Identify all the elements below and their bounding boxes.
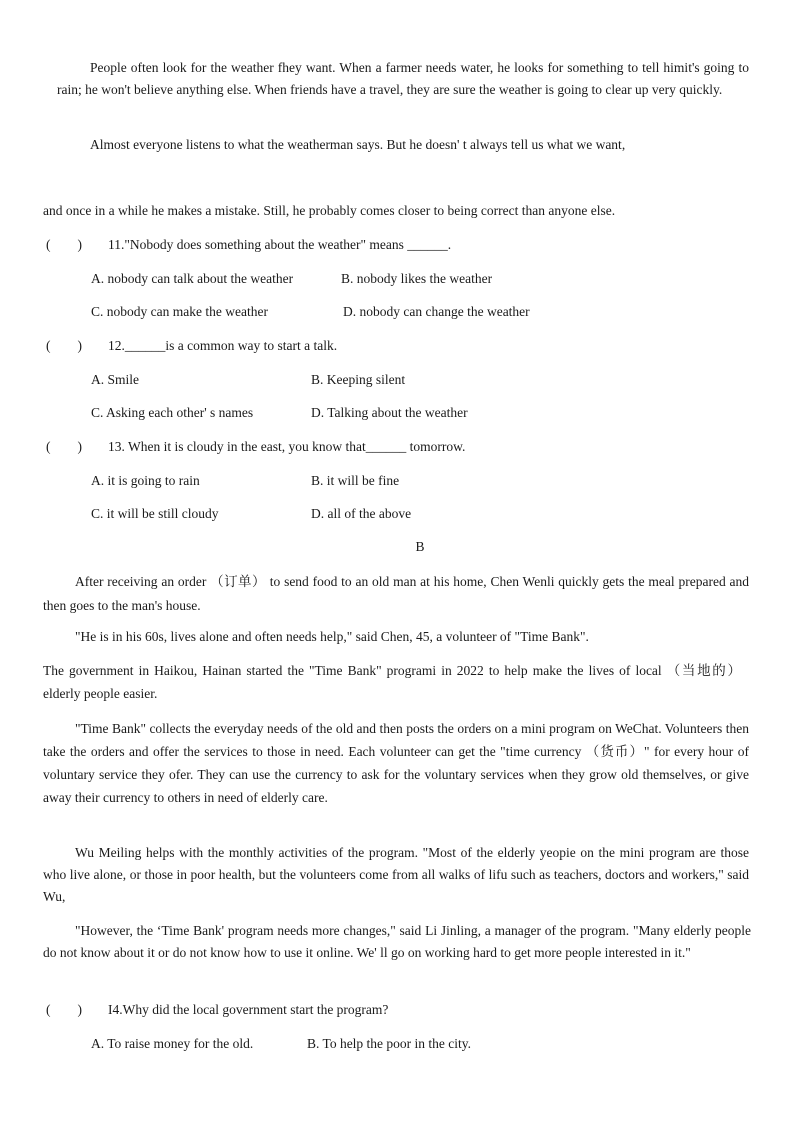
- question-12-option-c[interactable]: C. Asking each other' s names: [91, 405, 254, 420]
- question-14-stem: I4.Why did the local government start the program?: [108, 1002, 389, 1017]
- question-13-option-a[interactable]: A. it is going to rain: [91, 473, 200, 488]
- question-11-option-b[interactable]: B. nobody likes the weather: [341, 271, 493, 286]
- question-11-stem: 11."Nobody does something about the weather" means ______.: [108, 237, 452, 252]
- passage-b-paragraph-4: Wu Meiling helps with the monthly activities of the program. "Most of the elderly yeopie on the mini program are those who live alone, or those in poor health, but the volunteers come from all walks of lifu such as teachers, doctors and workers," said Wu,: [43, 845, 749, 904]
- question-11-option-a[interactable]: A. nobody can talk about the weather: [91, 271, 294, 286]
- question-13-option-c[interactable]: C. it will be still cloudy: [91, 506, 219, 521]
- answer-blank-12[interactable]: ( ): [46, 338, 82, 353]
- question-11-option-d[interactable]: D. nobody can change the weather: [343, 304, 530, 319]
- passage-b-paragraph-1: After receiving an order （订单） to send food to an old man at his home, Chen Wenli quickly gets the meal prepared and then goes to the man's house.: [43, 574, 749, 613]
- passage-a-paragraph-1: People often look for the weather fhey want. When a farmer needs water, he looks for something to tell himit's going to rain; he won't believe anything else. When friends have a travel, they are sure the weather is going to clear up very quickly.: [57, 60, 749, 97]
- question-13-option-d[interactable]: D. all of the above: [311, 506, 412, 521]
- passage-b-paragraph-3: "Time Bank" collects the everyday needs of the old and then posts the orders on a mini program on WeChat. Volunteers then take the orders and offer the services to those in need. Each volunteer can get the "time currency （货币）" for every hour of voluntary service they ofer. They can use the currency to ask for the voluntary services when they grow old themselves, or give away their currency to others in need of elderly care.: [43, 721, 749, 805]
- question-14-option-a[interactable]: A. To raise money for the old.: [91, 1036, 254, 1051]
- question-13-option-b[interactable]: B. it will be fine: [311, 473, 400, 488]
- question-12-stem: 12.______is a common way to start a talk.: [108, 338, 338, 353]
- passage-b-paragraph-2-line-1: "He is in his 60s, lives alone and often needs help," said Chen, 45, a volunteer of "Time Bank".: [75, 629, 589, 644]
- question-12-option-d[interactable]: D. Talking about the weather: [311, 405, 468, 420]
- question-13-stem: 13. When it is cloudy in the east, you know that______ tomorrow.: [108, 439, 466, 454]
- passage-b-paragraph-2-rest: The government in Haikou, Hainan started the "Time Bank" programi in 2022 to help make the lives of local （当地的） elderly people easier.: [43, 663, 741, 701]
- answer-blank-13[interactable]: ( ): [46, 439, 82, 454]
- answer-blank-14[interactable]: ( ): [46, 1002, 82, 1017]
- question-14-option-b[interactable]: B. To help the poor in the city.: [307, 1036, 472, 1051]
- question-11-option-c[interactable]: C. nobody can make the weather: [91, 304, 268, 319]
- passage-a-paragraph-2-line-2: and once in a while he makes a mistake. Still, he probably comes closer to being correct than anyone else.: [43, 203, 616, 218]
- passage-b-paragraph-5: "However, the ‘Time Bank' program needs more changes," said Li Jinling, a manager of the program. "Many elderly people do not know about it or do not know how to use it online. We' ll go on working hard to get more people interested in it.": [43, 923, 751, 960]
- question-12-option-b[interactable]: B. Keeping silent: [311, 372, 406, 387]
- question-12-option-a[interactable]: A. Smile: [91, 372, 140, 387]
- section-b-title: B: [415, 539, 425, 554]
- answer-blank-11[interactable]: ( ): [46, 237, 82, 252]
- passage-a-paragraph-2-line-1: Almost everyone listens to what the weatherman says. But he doesn' t always tell us what we want,: [90, 137, 626, 152]
